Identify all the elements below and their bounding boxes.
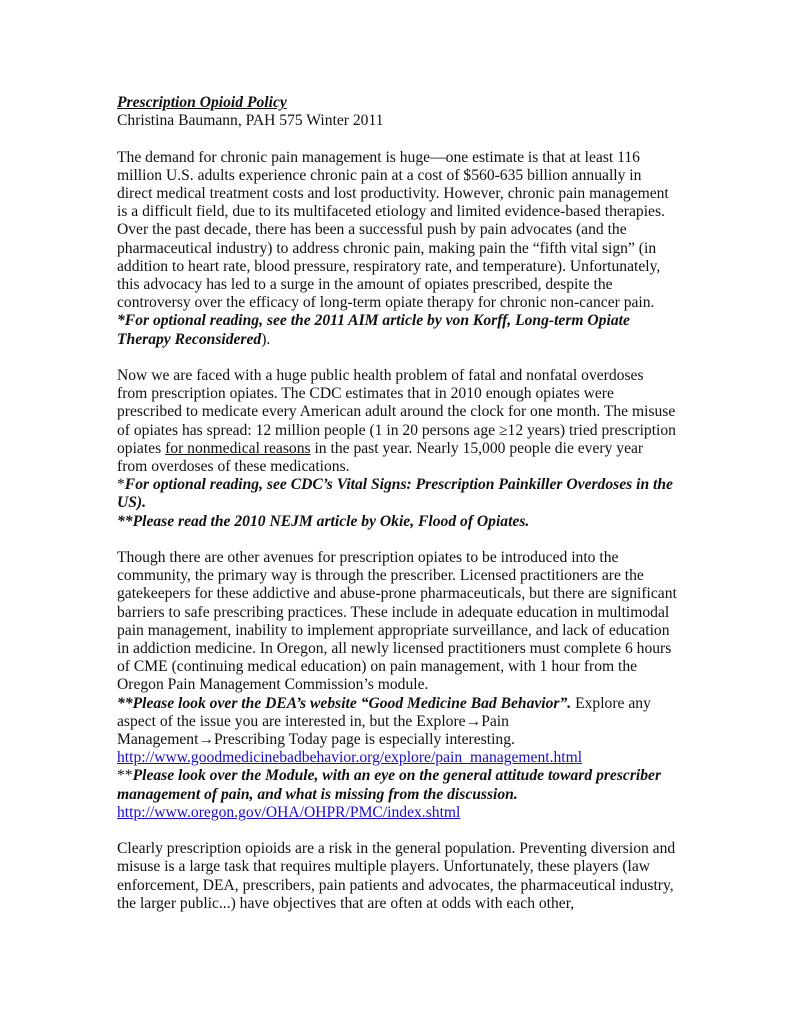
- paragraph-overdoses-text-before: Now we are faced with a huge public health problem of fatal and nonfatal overdoses from prescription opiates. The CDC estimates that in 2010 enough opiates were prescribed to medicate every American adult around the clock for one month. The misuse of opiates has spread: 12 million people (1 in 20 persons age ≥12 years) tried prescription opiates: [117, 367, 676, 457]
- paragraph-demand-text: The demand for chronic pain management is huge—one estimate is that at least 116 million U.S. adults experience chronic pain at a cost of $560-635 billion annually in direct medical treatment costs and lost productivity. However, chronic pain management is a difficult field, due to its multifaceted etiology and limited evidence-based therapies. Over the past decade, there has been a successful push by pain advocates (and the pharmaceutical industry) to address chronic pain, making pain the “fifth vital sign” (in addition to heart rate, blood pressure, respiratory rate, and temperature). Unfortunately, this advocacy has led to a surge in the amount of opiates prescribed, despite the controversy over the efficacy of long-term opiate therapy for chronic non-cancer pain.: [117, 148, 669, 312]
- module-note-bold: Please look over the Module, with an eye on the general attitude toward prescriber management of pain, and what is missing from the discussion.: [117, 767, 662, 803]
- optional-reading-aim: *For optional reading, see the 2011 AIM article by von Korff, Long-term Opiate Therapy Reconsidered: [117, 312, 630, 348]
- author-line: Christina Baumann, PAH 575 Winter 2011: [117, 112, 384, 130]
- optional-reading-aim-tail: ).: [261, 330, 271, 348]
- dea-website-bold: **Please look over the DEA’s website “Good Medicine Bad Behavior”.: [117, 694, 572, 712]
- oregon-pmc-link[interactable]: http://www.oregon.gov/OHA/OHPR/PMC/index.shtml: [117, 803, 461, 821]
- spacer: [117, 531, 677, 549]
- dea-website-rest-1: Explore any aspect of the issue you are interested in, but the Explore: [117, 694, 651, 730]
- paragraph-overdoses: [117, 367, 677, 476]
- dea-website-note: [117, 695, 677, 750]
- arrow-icon: →: [465, 712, 482, 730]
- required-reading-nejm: **Please read the 2010 NEJM article by Okie, Flood of Opiates.: [117, 512, 530, 530]
- module-note: [117, 767, 677, 803]
- dea-pain-management-link[interactable]: http://www.goodmedicinebadbehavior.org/explore/pain_management.html: [117, 749, 583, 767]
- paragraph-risk: Clearly prescription opioids are a risk in the general population. Preventing diversion and misuse is a large task that requires multiple players. Unfortunately, these players (law enforcement, DEA, prescribers, pain patients and advocates, the pharmaceutical industry, the larger public...) have objectives that are often at odds with each other,: [117, 840, 676, 912]
- module-note-star: **: [117, 767, 133, 785]
- document-title: Prescription Opioid Policy: [117, 94, 287, 111]
- dea-website-rest-2: Pain Management: [117, 712, 509, 749]
- dea-website-rest-3: Prescribing Today page is especially interesting.: [214, 731, 515, 749]
- paragraph-prescriber: Though there are other avenues for prescription opiates to be introduced into the community, the primary way is through the prescriber. Licensed practitioners are the gatekeepers for these addictive and abuse-prone pharmaceuticals, but there are significant barriers to safe prescribing practices. These include in adequate education in multimodal pain management, inability to implement appropriate surveillance, and lack of education in addiction medicine. In Oregon, all newly licensed practitioners must complete 6 hours of CME (continuing medical education) on pain management, with 1 hour from the Oregon Pain Management Commission’s module.: [117, 549, 677, 694]
- optional-reading-cdc-star: *: [117, 476, 125, 494]
- spacer: [117, 822, 677, 840]
- nonmedical-reasons-underlined: for nonmedical reasons: [165, 439, 311, 457]
- dea-link-line: [117, 749, 677, 767]
- optional-reading-cdc-text: For optional reading, see CDC’s Vital Signs: Prescription Painkiller Overdoses in the US).: [117, 476, 673, 512]
- optional-reading-cdc: [117, 476, 677, 512]
- document-page: [117, 94, 677, 913]
- paragraph-overdoses-text-after: in the past year. Nearly 15,000 people die every year from overdoses of these medications.: [117, 439, 644, 476]
- spacer: [117, 130, 677, 148]
- arrow-icon: →: [198, 731, 214, 749]
- oregon-link-line: [117, 804, 677, 822]
- spacer: [117, 349, 677, 367]
- paragraph-demand: [117, 149, 677, 349]
